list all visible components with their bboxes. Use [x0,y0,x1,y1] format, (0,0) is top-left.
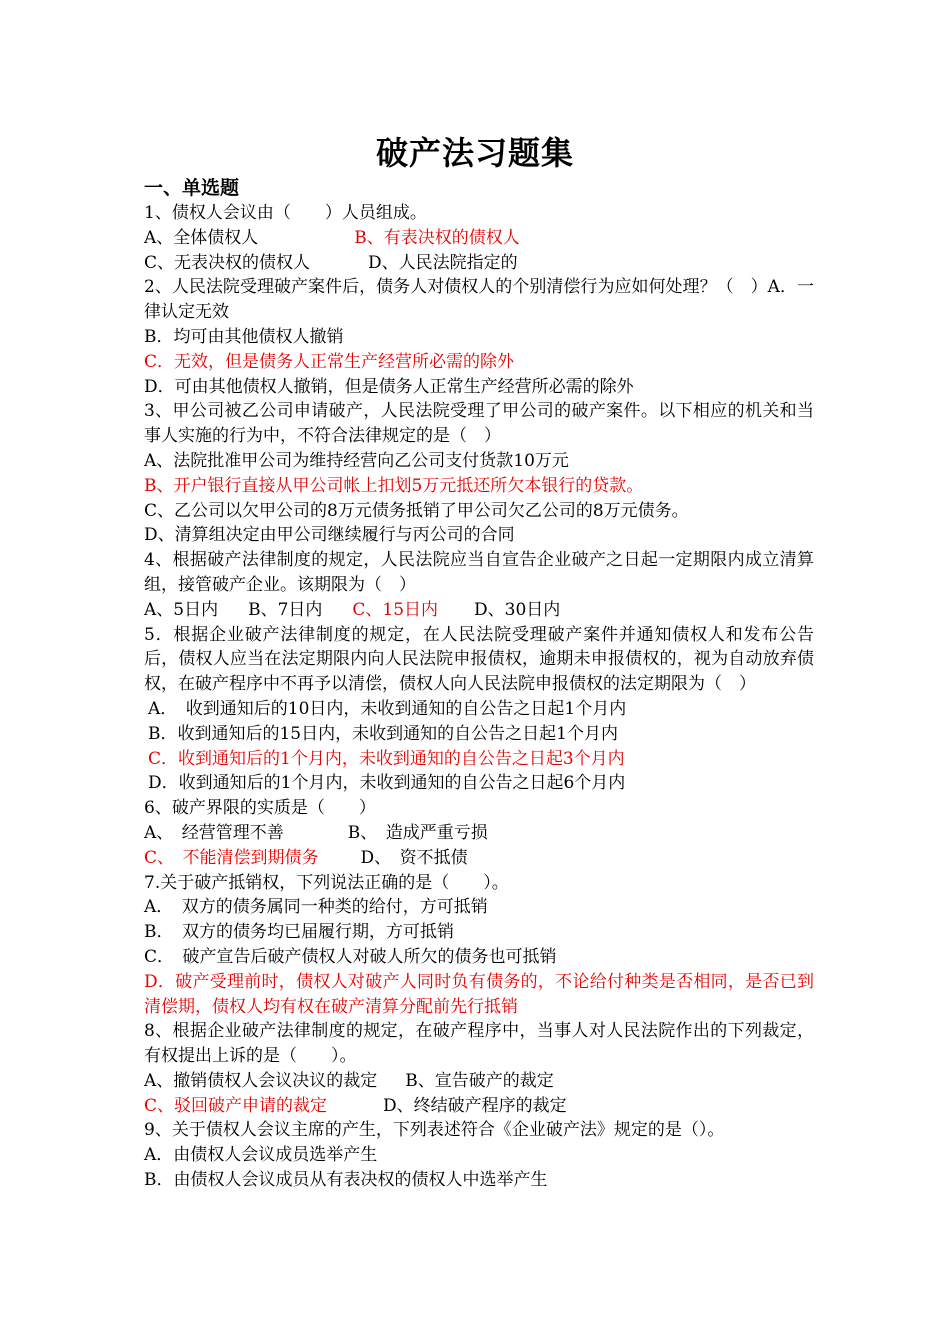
option-row [144,846,814,871]
question-stem: 5．根据企业破产法律制度的规定，在人民法院受理破产案件并通知债权人和发布公告后，债权人应当在法定期限内向人民法院申报债权，逾期未申报债权的，视为自动放弃债权，在破产程序中不再予以清偿，债权人向人民法院申报债权的法定期限为（ ） [144,624,814,695]
option-text: D、终结破产程序的裁定 [383,1095,567,1116]
answer-option: B、开户银行直接从甲公司帐上扣划5万元抵还所欠本银行的贷款。 [144,475,644,496]
section-heading: 一、单选题 [144,177,240,199]
option-text: B、 造成严重亏损 [347,822,488,843]
option-text: A． 收到通知后的10日内，未收到通知的自公告之日起1个月内 [148,698,627,719]
option-row [144,1069,814,1094]
option-row [144,1094,814,1119]
question-stem: 8、根据企业破产法律制度的规定，在破产程序中，当事人对人民法院作出的下列裁定，有权提出上诉的是（ ）。 [144,1021,814,1067]
option-text: A． 双方的债务属同一种类的给付，方可抵销 [144,897,488,918]
option-text: C． 破产宣告后破产债权人对破人所欠的债务也可抵销 [144,946,557,967]
option-text: A、全体债权人 [144,227,259,248]
option-text: D．收到通知后的1个月内，未收到通知的自公告之日起6个月内 [148,773,626,794]
option-text: B．由债权人会议成员从有表决权的债权人中选举产生 [144,1170,548,1191]
answer-option: D．破产受理前时，债权人对破产人同时负有债务的，不论给付种类是否相同，是否已到清偿期，债权人均有权在破产清算分配前先行抵销 [144,971,814,1017]
option-text: D、人民法院指定的 [368,252,518,273]
option-text: D．可由其他债权人撤销，但是债务人正常生产经营所必需的除外 [144,376,634,397]
option-text: B．均可由其他债权人撤销 [144,326,344,347]
option-text: D、 资不抵债 [360,847,468,868]
option-text: D、30日内 [474,599,561,620]
option-text: B．收到通知后的15日内，未收到通知的自公告之日起1个月内 [148,723,618,744]
question-stem: 6、破产界限的实质是（ ） [144,798,376,819]
option-text: A．由债权人会议成员选举产生 [144,1145,378,1166]
question-stem: 9、关于债权人会议主席的产生，下列表述符合《企业破产法》规定的是（）。 [144,1120,725,1141]
option-text: A、5日内 [144,599,219,620]
question-list [144,176,814,1193]
option-row [144,226,814,251]
option-text: A、 经营管理不善 [144,822,284,843]
option-text: B． 双方的债务均已届履行期，方可抵销 [144,922,454,943]
option-text: C、乙公司以欠甲公司的8万元债务抵销了甲公司欠乙公司的8万元债务。 [144,500,689,521]
option-text: C、无表决权的债权人 [144,252,311,273]
document-title: 破产法习题集 [375,134,574,172]
option-text: A、撤销债权人会议决议的裁定 [144,1070,378,1091]
answer-option: C、15日内 [352,599,439,620]
question-stem: 3、甲公司被乙公司申请破产，人民法院受理了甲公司的破产案件。以下相应的机关和当事人实施的行为中，不符合法律规定的是（ ） [144,401,814,447]
question-stem: 2、人民法院受理破产案件后，债务人对债权人的个别清偿行为应如何处理？（ ）A．一律认定无效 [144,277,814,323]
option-text: D、清算组决定由甲公司继续履行与丙公司的合同 [144,525,515,546]
option-text: A、法院批准甲公司为维持经营向乙公司支付货款10万元 [144,450,569,471]
option-row [144,821,814,846]
question-stem: 7.关于破产抵销权，下列说法正确的是（ ）。 [144,872,509,893]
question-stem: 4、根据破产法律制度的规定，人民法院应当自宣告企业破产之日起一定期限内成立清算组，接管破产企业。该期限为（ ） [144,550,814,595]
answer-option: B、有表决权的债权人 [354,227,520,248]
answer-option: C、 不能清偿到期债务 [144,847,319,868]
option-row [144,251,814,276]
answer-option: C．无效，但是债务人正常生产经营所必需的除外 [144,351,515,372]
question-stem: 1、债权人会议由（ ）人员组成。 [144,203,427,223]
option-row [144,598,814,623]
option-text: B、7日内 [248,599,323,620]
option-text: B、宣告破产的裁定 [405,1070,554,1091]
answer-option: C．收到通知后的1个月内，未收到通知的自公告之日起3个月内 [148,748,625,769]
answer-option: C、驳回破产申请的裁定 [144,1095,328,1116]
